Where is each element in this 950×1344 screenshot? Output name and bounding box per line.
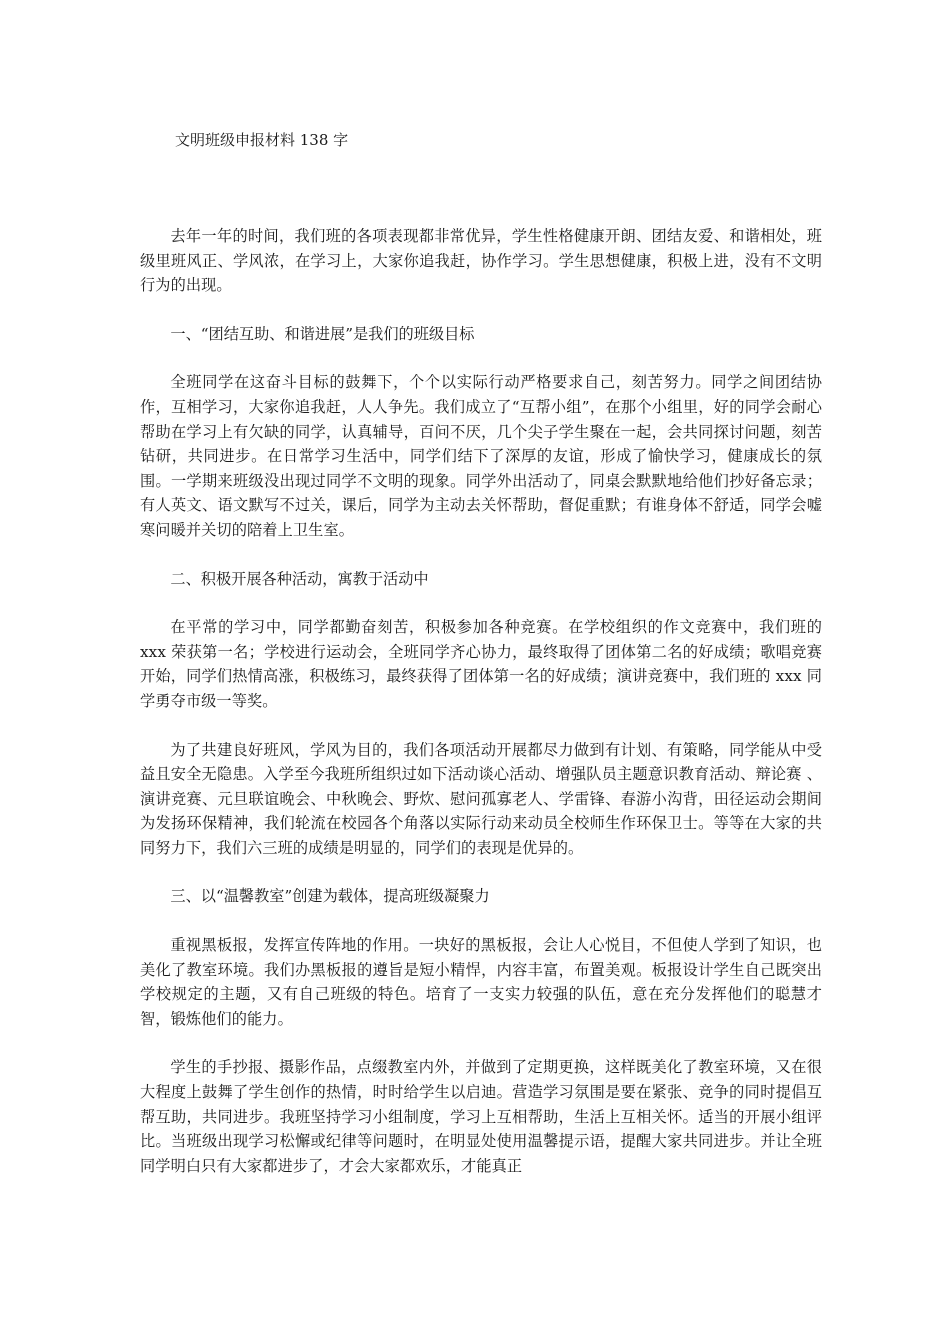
document-title: 文明班级申报材料 138 字 <box>175 131 349 149</box>
section-2-paragraph-2: 为了共建良好班风，学风为目的，我们各项活动开展都尽力做到有计划、有策略，同学能从中受益且安全无隐患。入学至今我班所组织过如下活动谈心活动、增强队员主题意识教育活动、辩论赛 、演讲竞赛、元旦联谊晚会、中秋晚会、野炊、慰问孤寡老人、学雷锋、春游小沟背，田径运动会期间为发扬环保精神，我们轮流在校园各个角落以实际行动来动员全校师生作环保卫士。等等在大家的共同努力下，我们六三班的成绩是明显的，同学们的表现是优异的。 <box>140 740 822 857</box>
section-3-paragraph-2: 学生的手抄报、摄影作品，点缀教室内外，并做到了定期更换，这样既美化了教室环境，又在很大程度上鼓舞了学生创作的热情，时时给学生以启迪。营造学习氛围是要在紧张、竞争的同时提倡互帮互助，共同进步。我班坚持学习小组制度，学习上互相帮助，生活上互相关怀。适当的开展小组评比。当班级出现学习松懈或纪律等问题时，在明显处使用温馨提示语，提醒大家共同进步。并让全班同学明白只有大家都进步了，才会大家都欢乐，才能真正 <box>140 1058 822 1175</box>
document-body <box>140 224 822 1202</box>
section-2-heading: 二、积极开展各种活动，寓教于活动中 <box>170 569 429 588</box>
intro-paragraph: 去年一年的时间，我们班的各项表现都非常优异，学生性格健康开朗、团结友爱、和谐相处，班级里班风正、学风浓，在学习上，大家你追我赶，协作学习。学生思想健康，积极上进，没有不文明行为的出现。 <box>140 227 822 295</box>
section-1-heading: 一、“团结互助、和谐进展”是我们的班级目标 <box>170 324 475 343</box>
section-1-paragraph-1: 全班同学在这奋斗目标的鼓舞下，个个以实际行动严格要求自己，刻苦努力。同学之间团结协作，互相学习，大家你追我赶，人人争先。我们成立了“互帮小组”，在那个小组里，好的同学会耐心帮助在学习上有欠缺的同学，认真辅导，百问不厌，几个尖子学生聚在一起，会共同探讨问题，刻苦钻研，共同进步。在日常学习生活中，同学们结下了深厚的友谊，形成了愉快学习，健康成长的氛围。一学期来班级没出现过同学不文明的现象。同学外出活动了，同桌会默默地给他们抄好备忘录；有人英文、语文默写不过关，课后，同学为主动去关怀帮助，督促重默；有谁身体不舒适，同学会嘘寒问暖并关切的陪着上卫生室。 <box>140 373 822 539</box>
section-3-heading: 三、以“温馨教室”创建为载体，提高班级凝聚力 <box>170 887 490 906</box>
section-2-paragraph-1: 在平常的学习中，同学都勤奋刻苦，积极参加各种竞赛。在学校组织的作文竞赛中，我们班的 xxx 荣获第一名；学校进行运动会，全班同学齐心协力，最终取得了团体第二名的好成绩；歌唱竞赛开始，同学们热情高涨，积极练习，最终获得了团体第一名的好成绩；演讲竞赛中，我们班的 xxx 同学勇夺市级一等奖。 <box>140 618 822 710</box>
section-3-paragraph-1: 重视黑板报，发挥宣传阵地的作用。一块好的黑板报，会让人心悦目，不但使人学到了知识，也美化了教室环境。我们办黑板报的遵旨是短小精悍，内容丰富，布置美观。板报设计学生自己既突出学校规定的主题，又有自己班级的特色。培育了一支实力较强的队伍，意在充分发挥他们的聪慧才智，锻炼他们的能力。 <box>140 936 822 1028</box>
